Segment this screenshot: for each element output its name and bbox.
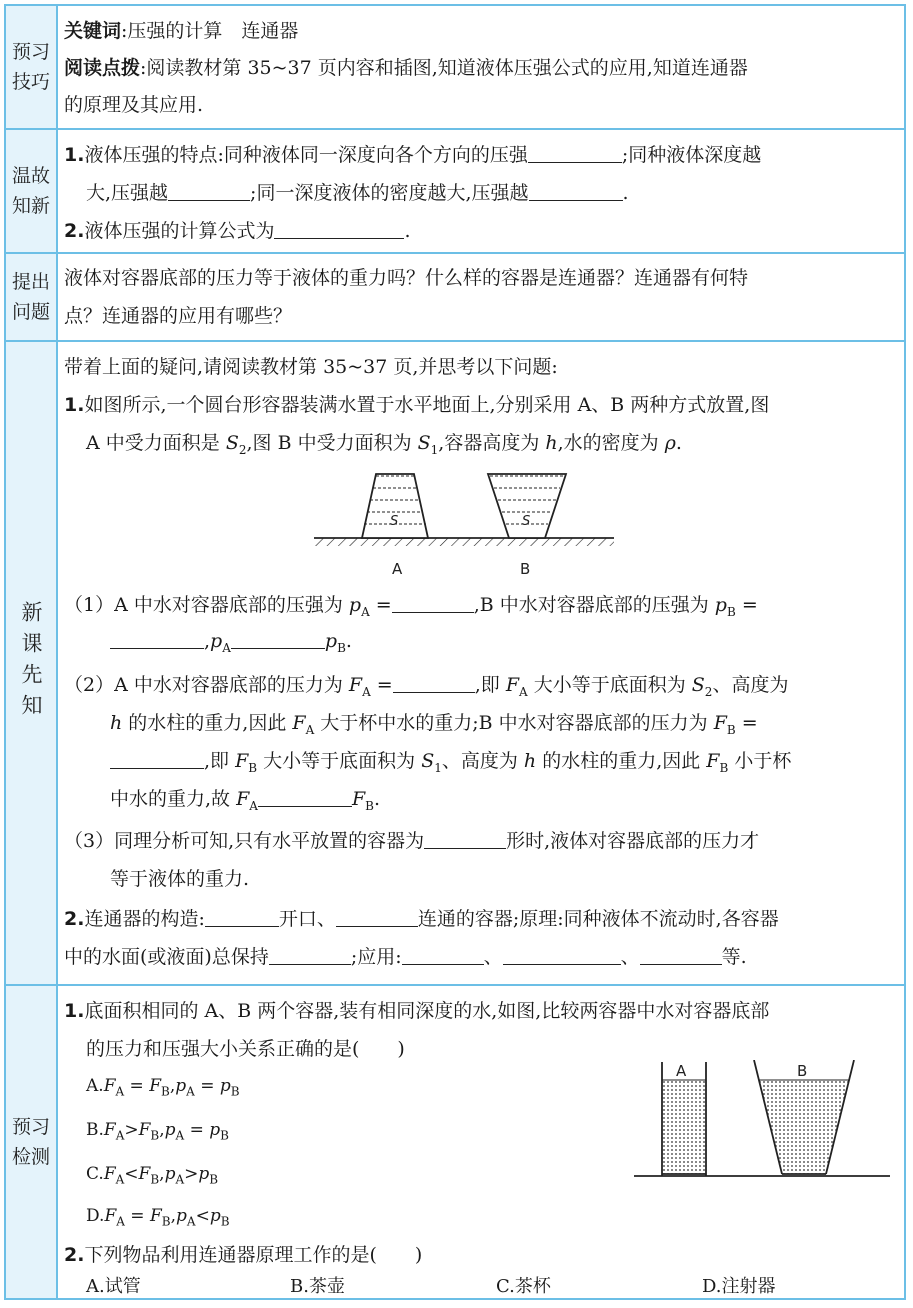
symbol: h bbox=[523, 750, 537, 772]
new-lesson-q2-number: 2. bbox=[64, 908, 85, 930]
review-q1-text-e: . bbox=[622, 182, 629, 204]
text: , bbox=[204, 630, 211, 652]
worksheet-table bbox=[4, 4, 906, 1300]
svg-text:A: A bbox=[676, 1062, 687, 1080]
svg-text:S: S bbox=[390, 514, 399, 529]
answer-blank[interactable] bbox=[231, 630, 325, 649]
text: ,水的密度为 bbox=[557, 432, 665, 454]
answer-blank[interactable] bbox=[402, 946, 484, 965]
text: 的水柱的重力,因此 bbox=[122, 712, 293, 734]
text: 连通的容器;原理:同种液体不流动时,各容器 bbox=[417, 908, 779, 930]
preview-tips-label: 预习技巧 bbox=[6, 6, 58, 128]
q2-option-a[interactable]: A.试管 bbox=[86, 1276, 141, 1297]
subscript: B bbox=[726, 604, 736, 619]
text: . bbox=[345, 630, 352, 652]
symbol: F bbox=[706, 750, 720, 772]
question-content bbox=[64, 254, 898, 340]
keywords-title: 关键词 bbox=[64, 20, 122, 42]
text: （2）A 中水对容器底部的压力为 bbox=[64, 674, 349, 696]
text: 中水的重力,故 bbox=[110, 788, 237, 810]
containers-ab-figure bbox=[634, 1060, 894, 1180]
new-lesson-q1-number: 1. bbox=[64, 394, 85, 416]
answer-blank[interactable] bbox=[392, 594, 474, 613]
answer-blank[interactable] bbox=[503, 946, 621, 965]
review-q1-text-d: ;同一深度液体的密度越大,压强越 bbox=[250, 182, 529, 204]
question-line-1: 液体对容器底部的压力等于液体的重力吗？什么样的容器是连通器？连通器有何特 bbox=[64, 267, 749, 289]
frustum-containers-figure bbox=[314, 468, 614, 580]
answer-blank[interactable] bbox=[168, 182, 250, 201]
container-a bbox=[362, 474, 428, 538]
symbol: F bbox=[348, 674, 363, 696]
new-lesson-q1-line-1: 如图所示,一个圆台形容器装满水置于水平地面上,分别采用 A、B 两种方式放置,图 bbox=[84, 394, 770, 416]
option-c[interactable]: $C.F_A<F_B,p_A>p_B$ bbox=[86, 1164, 219, 1187]
symbol: F bbox=[713, 712, 727, 734]
review-q1-number: 1. bbox=[64, 144, 85, 166]
symbol: p bbox=[714, 594, 727, 616]
subscript: 2 bbox=[704, 684, 713, 699]
container-b bbox=[488, 474, 566, 538]
answer-blank[interactable] bbox=[110, 630, 204, 649]
text: = bbox=[369, 594, 392, 616]
text: ,即 bbox=[204, 750, 236, 772]
q2-option-c[interactable]: C.茶杯 bbox=[496, 1276, 551, 1297]
subscript: A bbox=[362, 684, 371, 699]
option-b[interactable]: $B.F_A>F_B,p_A = p_B$ bbox=[86, 1120, 229, 1143]
text: 等于液体的重力. bbox=[110, 868, 250, 890]
question-line-2: 点？连通器的应用有哪些？ bbox=[64, 305, 293, 327]
test-content bbox=[64, 986, 898, 1298]
container-b-frustum bbox=[754, 1060, 854, 1174]
review-q2-number: 2. bbox=[64, 220, 85, 242]
text: 、 bbox=[620, 946, 640, 968]
answer-blank[interactable] bbox=[336, 908, 418, 927]
text: 大小等于底面积为 bbox=[257, 750, 422, 772]
answer-blank[interactable] bbox=[274, 220, 404, 239]
review-content bbox=[64, 130, 898, 252]
subscript: A bbox=[361, 604, 370, 619]
text: ;应用: bbox=[350, 946, 402, 968]
text: 的水柱的重力,因此 bbox=[536, 750, 707, 772]
subscript: A bbox=[249, 798, 258, 813]
text: （1）A 中水对容器底部的压强为 bbox=[64, 594, 349, 616]
test-q1-line-2: 的压力和压强大小关系正确的是( ) bbox=[86, 1038, 405, 1060]
text: 、 bbox=[483, 946, 503, 968]
question-label: 提出问题 bbox=[6, 254, 58, 340]
text: 中的水面(或液面)总保持 bbox=[64, 946, 269, 968]
test-q2-text: 下列物品利用连通器原理工作的是( ) bbox=[84, 1244, 423, 1266]
symbol: p bbox=[324, 630, 338, 652]
preview-tips-content bbox=[64, 6, 898, 128]
text: 、高度为 bbox=[712, 674, 789, 696]
new-lesson-label: 新课先知 bbox=[6, 342, 58, 984]
review-q2-text: 液体压强的计算公式为 bbox=[84, 220, 275, 242]
ground-hatch bbox=[314, 538, 614, 546]
symbol: F bbox=[292, 712, 306, 734]
test-row bbox=[6, 986, 904, 1298]
text: 等. bbox=[721, 946, 747, 968]
new-lesson-intro: 带着上面的疑问,请阅读教材第 35~37 页,并思考以下问题: bbox=[64, 356, 558, 378]
symbol: S bbox=[691, 674, 705, 696]
text: 小于杯 bbox=[728, 750, 792, 772]
answer-blank[interactable] bbox=[528, 144, 622, 163]
subscript: 1 bbox=[430, 442, 439, 457]
svg-text:S: S bbox=[522, 514, 531, 529]
subscript: B bbox=[719, 760, 729, 775]
symbol: h bbox=[110, 712, 123, 734]
text: = bbox=[370, 674, 393, 696]
text: ,即 bbox=[474, 674, 506, 696]
test-q1-number: 1. bbox=[64, 1000, 85, 1022]
text: A 中受力面积是 bbox=[86, 432, 226, 454]
option-a[interactable]: $A.F_A = F_B,p_A = p_B$ bbox=[86, 1076, 240, 1099]
figure-label-a: A bbox=[392, 560, 403, 578]
reading-text-1: :阅读教材第 35~37 页内容和插图,知道液体压强公式的应用,知道连通器 bbox=[140, 57, 748, 79]
text: 开口、 bbox=[278, 908, 336, 930]
subscript: B bbox=[726, 722, 736, 737]
new-lesson-row bbox=[6, 342, 904, 986]
text: = bbox=[735, 594, 758, 616]
text: ,容器高度为 bbox=[438, 432, 546, 454]
answer-blank[interactable] bbox=[529, 182, 623, 201]
text: . bbox=[675, 432, 682, 454]
subscript: B bbox=[337, 640, 346, 655]
text: . bbox=[373, 788, 381, 810]
test-label: 预习检测 bbox=[6, 986, 58, 1298]
test-q1-line-1: 底面积相同的 A、B 两个容器,装有相同深度的水,如图,比较两容器中水对容器底部 bbox=[84, 1000, 770, 1022]
text: 形时,液体对容器底部的压力才 bbox=[506, 830, 760, 852]
answer-blank[interactable] bbox=[205, 908, 279, 927]
new-lesson-content bbox=[64, 342, 898, 984]
text: ,B 中水对容器底部的压强为 bbox=[473, 594, 715, 616]
reading-title: 阅读点拨 bbox=[64, 57, 141, 79]
answer-blank[interactable] bbox=[393, 674, 475, 693]
answer-blank[interactable] bbox=[258, 788, 352, 807]
subscript: 1 bbox=[434, 760, 442, 775]
q2-option-b[interactable]: B.茶壶 bbox=[290, 1276, 345, 1297]
reading-text-2: 的原理及其应用. bbox=[64, 94, 204, 116]
symbol: S bbox=[417, 432, 431, 454]
test-q2-number: 2. bbox=[64, 1244, 85, 1266]
symbol: F bbox=[351, 788, 366, 810]
text: 连通器的构造: bbox=[84, 908, 205, 930]
text: （3）同理分析可知,只有水平放置的容器为 bbox=[64, 830, 425, 852]
subscript: A bbox=[519, 684, 528, 699]
review-label: 温故知新 bbox=[6, 130, 58, 252]
subscript: A bbox=[222, 640, 231, 655]
symbol: F bbox=[505, 674, 519, 696]
subscript: A bbox=[305, 722, 315, 737]
symbol: p bbox=[210, 630, 223, 652]
symbol: p bbox=[348, 594, 362, 616]
subscript: B bbox=[248, 760, 258, 775]
subscript: 2 bbox=[238, 442, 247, 457]
text: ,图 B 中受力面积为 bbox=[246, 432, 418, 454]
answer-blank[interactable] bbox=[424, 830, 506, 849]
review-row bbox=[6, 130, 904, 254]
question-row bbox=[6, 254, 904, 342]
symbol: h bbox=[545, 432, 558, 454]
review-q1-text-a: 液体压强的特点:同种液体同一深度向各个方向的压强 bbox=[84, 144, 528, 166]
review-q1-text-b: ;同种液体深度越 bbox=[621, 144, 762, 166]
subscript: B bbox=[365, 798, 374, 813]
symbol: F bbox=[236, 788, 250, 810]
review-q2-end: . bbox=[404, 220, 411, 242]
text: 大于杯中水的重力;B 中水对容器底部的压力为 bbox=[314, 712, 714, 734]
option-d[interactable]: $D.F_A = F_B,p_A<p_B$ bbox=[86, 1206, 230, 1229]
review-q1-text-c: 大,压强越 bbox=[86, 182, 169, 204]
symbol: F bbox=[235, 750, 249, 772]
answer-blank[interactable] bbox=[110, 750, 204, 769]
text: 大小等于底面积为 bbox=[527, 674, 692, 696]
text: = bbox=[735, 712, 758, 734]
symbol: ρ bbox=[664, 432, 676, 454]
answer-blank[interactable] bbox=[640, 946, 722, 965]
figure-label-b: B bbox=[520, 560, 531, 578]
q2-option-d[interactable]: D.注射器 bbox=[702, 1276, 776, 1297]
symbol: S bbox=[225, 432, 239, 454]
svg-text:B: B bbox=[797, 1062, 808, 1080]
answer-blank[interactable] bbox=[269, 946, 351, 965]
preview-tips-row bbox=[6, 6, 904, 130]
container-a-cylinder bbox=[662, 1062, 706, 1176]
keywords-text: :压强的计算 连通器 bbox=[121, 20, 299, 42]
text: 、高度为 bbox=[441, 750, 524, 772]
symbol: S bbox=[421, 750, 435, 772]
